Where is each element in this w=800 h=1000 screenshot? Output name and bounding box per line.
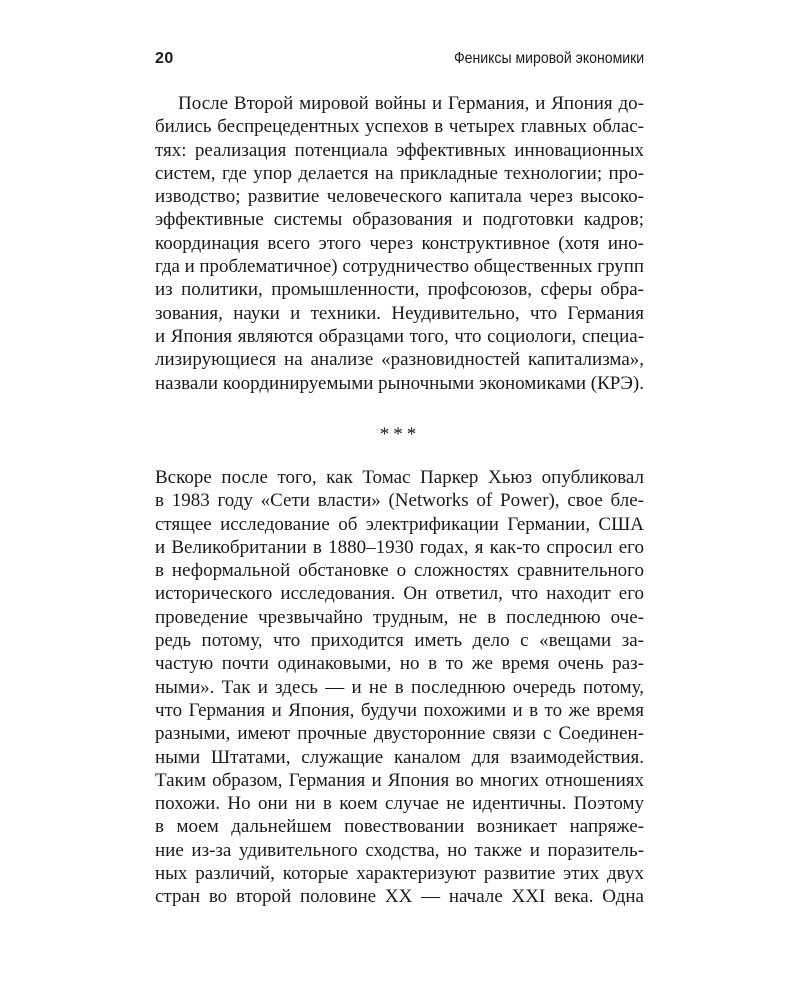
text-line: стран во второй половине XX — начале XXI века. Одна [155, 886, 644, 908]
text-line: из политики, промышленности, профсоюзов, сферы обра- [155, 279, 644, 301]
text-line: Вскоре после того, как Томас Паркер Хьюз опубликовал [155, 467, 644, 488]
paragraph-1 [155, 92, 644, 395]
text-line: зования, науки и техники. Неудивительно, что Германия [155, 302, 644, 324]
text-line: ных различий, которые характеризуют развитие этих двух [155, 863, 645, 885]
text-line: Таким образом, Германия и Япония во многих отношениях [155, 769, 644, 791]
text-line: ными Штатами, служащие каналом для взаимодействия. [155, 746, 644, 768]
text-line: что Германия и Япония, будучи похожими и в то же время [155, 699, 645, 721]
section-separator: *** [379, 424, 421, 445]
text-line: в моем дальнейшем повествовании возникает напряже- [155, 816, 645, 838]
text-line: изводство; развитие человеческого капитала через высоко- [155, 186, 644, 208]
text-line: в 1983 году «Сети власти» (Networks of Power), свое бле- [155, 490, 644, 512]
text-line: проведение чрезвычайно трудным, не в последнюю оче- [155, 606, 644, 628]
page-header [155, 47, 644, 71]
text-line: тях: реализация потенциала эффективных инновационных [155, 139, 644, 161]
text-line: систем, где упор делается на прикладные технологии; про- [155, 162, 645, 184]
text-line: и Япония являются образцами того, что социологи, специа- [155, 325, 645, 347]
text-line: эффективные системы образования и подготовки кадров; [155, 209, 645, 231]
page-number: 20 [155, 50, 174, 67]
text-line: координация всего этого через конструктивное (хотя ино- [155, 232, 644, 254]
text-line: ными». Так и здесь — и не в последнюю очередь потому, [155, 676, 644, 698]
text-line: в неформальной обстановке о сложностях сравнительного [155, 560, 644, 582]
text-line: редь потому, что приходится иметь дело с «вещами за- [155, 630, 644, 652]
text-line: стящее исследование об электрификации Германии, США [155, 513, 644, 535]
text-line: исторического исследования. Он ответил, что находит его [155, 583, 645, 605]
text-line: гда и проблематичное) сотрудничество общественных групп [155, 256, 644, 278]
text-line: назвали координируемыми рыночными экономиками (КРЭ). [155, 372, 644, 394]
text-line: ние из-за удивительного сходства, но также и поразитель- [155, 839, 645, 861]
text-line: бились беспрецедентных успехов в четырех главных облас- [155, 116, 645, 138]
text-line: и Великобритании в 1880–1930 годах, я как-то спросил его [155, 536, 644, 558]
text-line: частую почти одинаковыми, но в то же время очень раз- [155, 653, 645, 675]
paragraph-2 [155, 466, 644, 909]
text-line: разными, имеют прочные двусторонние связи с Соединен- [155, 723, 645, 745]
text-line: лизирующиеся на анализе «разновидностей капитализма», [155, 349, 645, 371]
text-line: После Второй мировой войны и Германия, и Япония до- [178, 93, 644, 114]
text-line: похожи. Но они ни в коем случае не идентичны. Поэтому [155, 793, 645, 815]
running-title: Фениксы мировой экономики [453, 50, 644, 67]
